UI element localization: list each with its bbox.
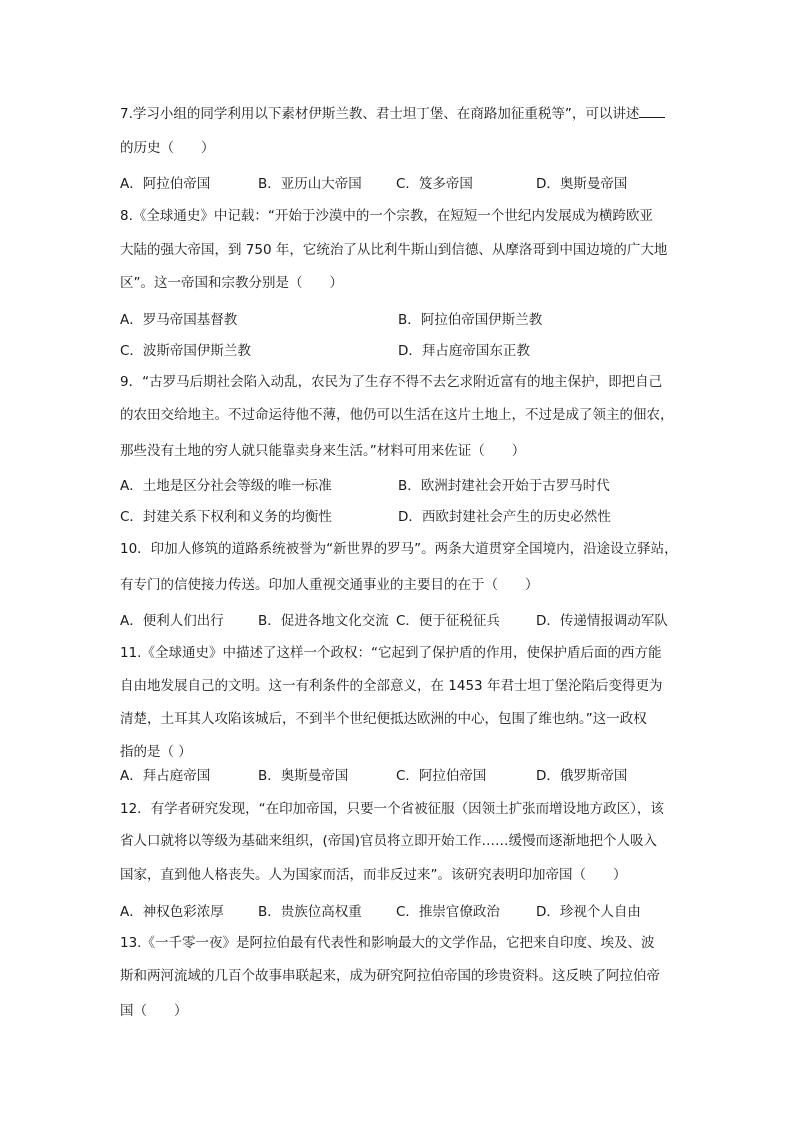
q8-stem-line2: 大陆的强大帝国，到 750 年，它统治了从比利牛斯山到信德、从摩洛哥到中国边境的广大地 — [120, 242, 668, 258]
q8-stem-line1: 8.《全球通史》中记载：“开始于沙漠中的一个宗教，在短短一个世纪内发展成为横跨欧亚 — [120, 208, 653, 224]
q13-stem-line1: 13.《一千零一夜》是阿拉伯最有代表性和影响最大的文学作品，它把来自印度、埃及、波 — [120, 935, 655, 951]
q11-option-d: D．俄罗斯帝国 — [536, 768, 628, 784]
q7-stem-line2: 的历史（ ） — [120, 140, 215, 156]
q11-stem-line4: 指的是（ ） — [120, 744, 192, 760]
q8-option-d: D．拜占庭帝国东正教 — [398, 343, 530, 359]
q8-stem-line3: 区”。这一帝国和宗教分别是（ ） — [120, 275, 343, 291]
q7-option-c: C．笈多帝国 — [396, 176, 473, 192]
q12-option-a: A．神权色彩浓厚 — [120, 904, 224, 920]
q12-stem-line1: 12．有学者研究发现，“在印加帝国，只要一个省被征服（因领土扩张而增设地方政区），该 — [120, 801, 664, 817]
q10-option-a: A．便利人们出行 — [120, 613, 224, 629]
q7-answer-blank — [639, 103, 665, 118]
q8-option-b: B．阿拉伯帝国伊斯兰教 — [398, 312, 543, 328]
q12-option-b: B．贵族位高权重 — [258, 904, 362, 920]
q11-option-b: B．奥斯曼帝国 — [258, 768, 349, 784]
q13-stem-line2: 斯和两河流域的几百个故事串联起来，成为研究阿拉伯帝国的珍贵资料。这反映了阿拉伯帝 — [120, 968, 660, 984]
q10-stem-line2: 有专门的信使接力传送。印加人重视交通事业的主要目的在于（ ） — [120, 577, 539, 593]
q11-option-a: A．拜占庭帝国 — [120, 768, 211, 784]
q11-stem-line2: 自由地发展自己的文明。这一有利条件的全部意义，在 1453 年君士坦丁堡沦陷后变得更为 — [120, 678, 663, 694]
q7-stem-text: 7.学习小组的同学利用以下素材伊斯兰教、君士坦丁堡、在商路加征重税等”，可以讲述 — [120, 106, 640, 122]
q11-stem-line3: 清楚，土耳其人攻陷该城后，不到半个世纪便抵达欧洲的中心，包围了维也纳。”这一政权 — [120, 711, 647, 727]
q7-options — [120, 175, 680, 193]
q9-option-b: B．欧洲封建社会开始于古罗马时代 — [398, 478, 610, 494]
q9-option-a: A．土地是区分社会等级的唯一标准 — [120, 478, 332, 494]
q9-stem-line2: 的农田交给地主。不过命运待他不薄，他仍可以生活在这片土地上，不过是成了领主的佃农， — [120, 407, 674, 423]
q9-option-c: C．封建关系下权利和义务的均衡性 — [120, 509, 332, 525]
q12-options — [120, 903, 680, 921]
q10-options — [120, 612, 680, 630]
q9-option-d: D．西欧封建社会产生的历史必然性 — [398, 509, 611, 525]
q10-stem-line1: 10．印加人修筑的道路系统被誉为“新世界的罗马”。两条大道贯穿全国境内，沿途设立驿站， — [120, 541, 678, 557]
q8-option-c: C．波斯帝国伊斯兰教 — [120, 343, 251, 359]
q7-option-d: D．奥斯曼帝国 — [536, 176, 628, 192]
q12-stem-line2: 省人口就将以等级为基础来组织，(帝国)官员将立即开始工作……缓慢而逐渐地把个人吸入 — [120, 833, 658, 849]
q12-option-c: C．推崇官僚政治 — [396, 904, 500, 920]
q11-stem-line1: 11.《全球通史》中描述了这样一个政权：“它起到了保护盾的作用，使保护盾后面的西方能 — [120, 645, 662, 661]
q8-option-a: A．罗马帝国基督教 — [120, 312, 238, 328]
q10-option-c: C．便于征税征兵 — [396, 613, 500, 629]
q12-option-d: D．珍视个人自由 — [536, 904, 641, 920]
q7-option-a: A．阿拉伯帝国 — [120, 176, 211, 192]
q9-stem-line3: 那些没有土地的穷人就只能靠卖身来生活。”材料可用来佐证（ ） — [120, 443, 526, 459]
q9-stem-line1: 9．“古罗马后期社会陷入动乱，农民为了生存不得不去乞求附近富有的地主保护，即把自己 — [120, 374, 663, 390]
q13-stem-line3: 国（ ） — [120, 1003, 188, 1019]
q7-option-b: B．亚历山大帝国 — [258, 176, 362, 192]
q10-option-b: B．促进各地文化交流 — [258, 613, 389, 629]
q10-option-d: D．传递情报调动军队 — [536, 613, 668, 629]
q11-options — [120, 767, 680, 785]
q7-stem-line1 — [120, 103, 665, 123]
q12-stem-line3: 国家，直到他人格丧失。人为国家而活，而非反过来”。该研究表明印加帝国（ ） — [120, 867, 627, 883]
q11-option-c: C．阿拉伯帝国 — [396, 768, 487, 784]
